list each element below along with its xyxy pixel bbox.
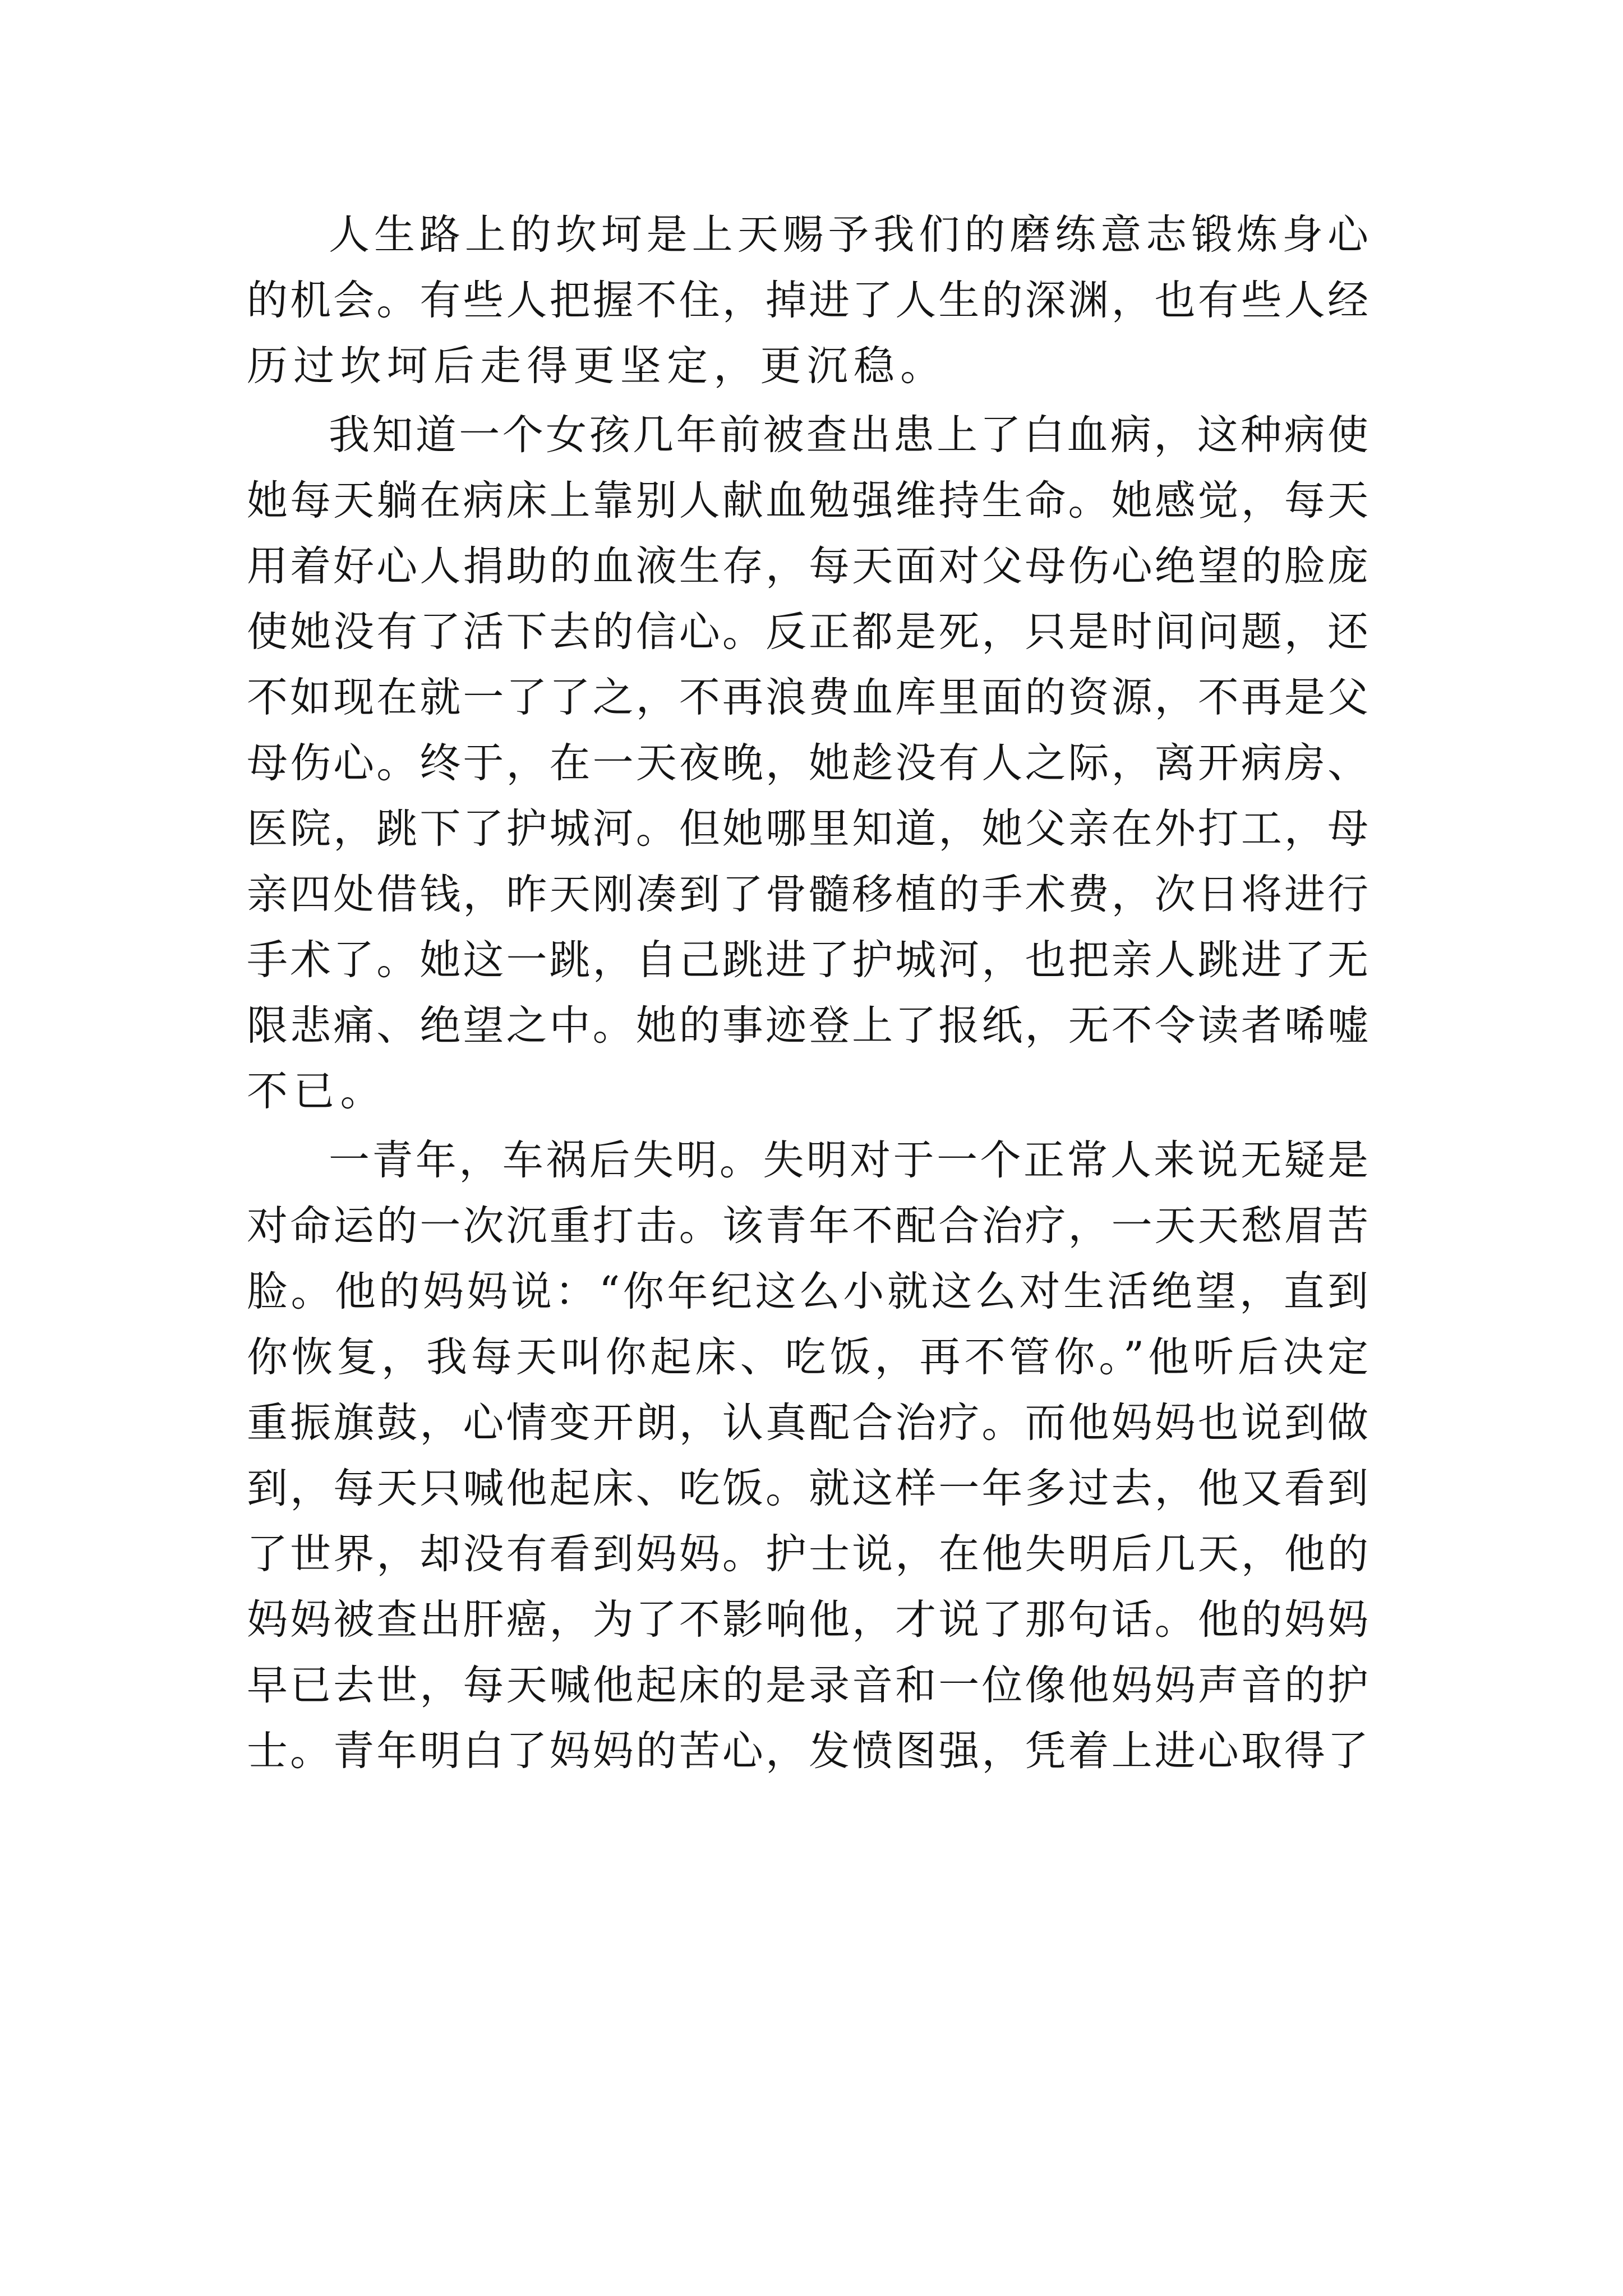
paragraph-2-line-3: 用着好心人捐助的血液生存，每天面对父母伤心绝望的脸庞	[247, 542, 1368, 590]
paragraph-3-line-6: 到，每天只喊他起床、吃饭。就这样一年多过去，他又看到	[247, 1465, 1368, 1512]
paragraph-2-line-1: 我知道一个女孩几年前被查出患上了白血病，这种病使	[329, 411, 1368, 459]
body-text	[247, 202, 1368, 1784]
paragraph-2-line-8: 亲四处借钱，昨天刚凑到了骨髓移植的手术费，次日将进行	[247, 871, 1368, 918]
paragraph-2-line-7: 医院，跳下了护城河。但她哪里知道，她父亲在外打工，母	[247, 805, 1368, 853]
paragraph-2-line-4: 使她没有了活下去的信心。反正都是死，只是时间问题，还	[247, 608, 1368, 656]
paragraph-1-line-3: 历过坎坷后走得更坚定，更沉稳。	[247, 342, 947, 390]
paragraph-2-line-11: 不已。	[247, 1068, 387, 1115]
paragraph-3-line-8: 妈妈被查出肝癌，为了不影响他，才说了那句话。他的妈妈	[247, 1596, 1368, 1644]
paragraph-3-line-9: 早已去世，每天喊他起床的是录音和一位像他妈妈声音的护	[247, 1662, 1368, 1709]
paragraph-2-line-5: 不如现在就一了了之，不再浪费血库里面的资源，不再是父	[247, 674, 1368, 721]
paragraph-3-line-3: 脸。他的妈妈说：“你年纪这么小就这么对生活绝望，直到	[247, 1268, 1368, 1315]
paragraph-2-line-9: 手术了。她这一跳，自己跳进了护城河，也把亲人跳进了无	[247, 936, 1368, 984]
paragraph-3-line-7: 了世界，却没有看到妈妈。护士说，在他失明后几天，他的	[247, 1530, 1368, 1578]
paragraph-3-line-5: 重振旗鼓，心情变开朗，认真配合治疗。而他妈妈也说到做	[247, 1399, 1368, 1447]
paragraph-2-line-2: 她每天躺在病床上靠别人献血勉强维持生命。她感觉，每天	[247, 477, 1368, 524]
paragraph-3-line-4: 你恢复，我每天叫你起床、吃饭，再不管你。”他听后决定	[247, 1333, 1368, 1381]
paragraph-3-line-10: 士。青年明白了妈妈的苦心，发愤图强，凭着上进心取得了	[247, 1727, 1368, 1775]
paragraph-3-line-1: 一青年，车祸后失明。失明对于一个正常人来说无疑是	[329, 1137, 1368, 1184]
paragraph-1-line-1: 人生路上的坎坷是上天赐予我们的磨练意志锻炼身心	[329, 211, 1368, 259]
paragraph-2-line-6: 母伤心。终于，在一天夜晚，她趁没有人之际，离开病房、	[247, 739, 1368, 787]
paragraph-1-line-2: 的机会。有些人把握不住，掉进了人生的深渊，也有些人经	[247, 277, 1368, 324]
paragraph-2-line-10: 限悲痛、绝望之中。她的事迹登上了报纸，无不令读者唏嘘	[247, 1002, 1368, 1050]
paragraph-3-line-2: 对命运的一次沉重打击。该青年不配合治疗，一天天愁眉苦	[247, 1202, 1368, 1250]
